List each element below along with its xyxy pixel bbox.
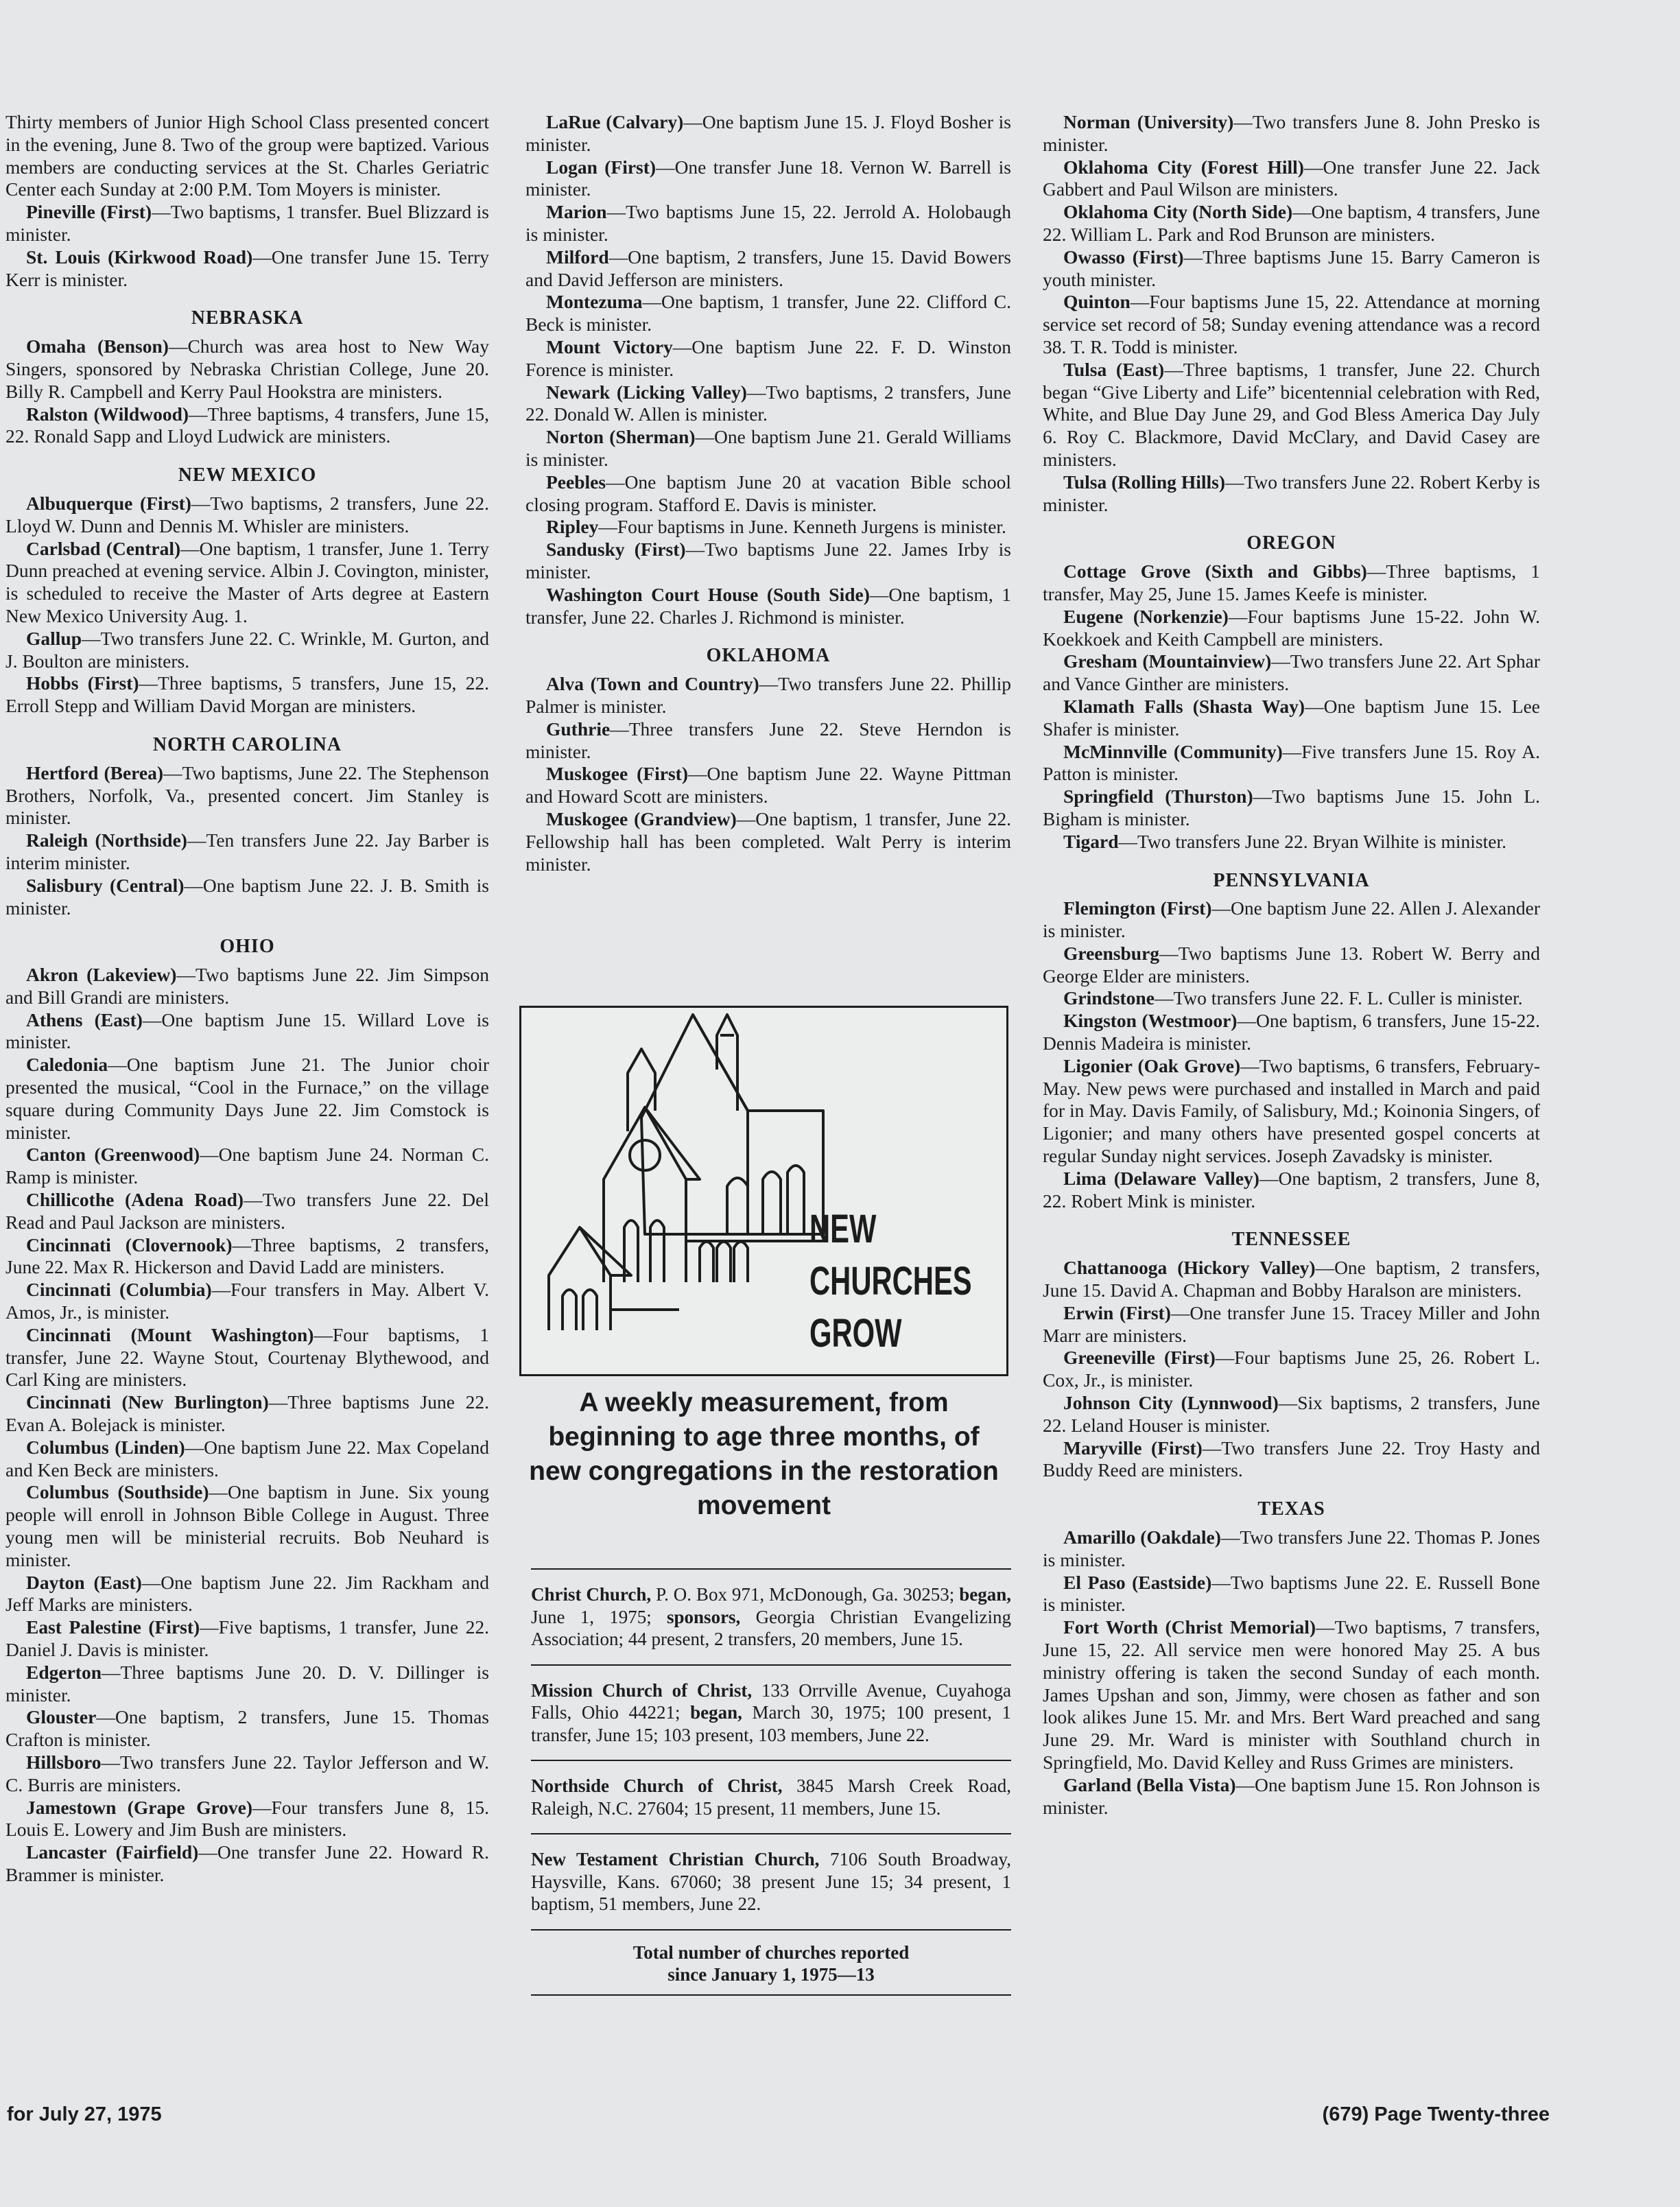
church-name: Peebles xyxy=(546,471,606,493)
church-name: Canton (Greenwood) xyxy=(26,1144,200,1166)
church-report xyxy=(525,381,1011,427)
church-name: Klamath Falls (Shasta Way) xyxy=(1063,695,1305,717)
ohio-continued-section xyxy=(525,111,1011,628)
church-report xyxy=(5,672,489,718)
church-report xyxy=(1043,1347,1540,1392)
state-heading-oklahoma: OKLAHOMA xyxy=(706,645,831,667)
state-heading-oregon: OREGON xyxy=(1246,532,1336,554)
church-report xyxy=(5,335,489,403)
church-report-text: —Three baptisms, 2 transfers, June 22. Max R. Hickerson and David Ladd are ministers. xyxy=(5,1234,490,1278)
church-name: Flemington (First) xyxy=(1063,897,1212,919)
church-report xyxy=(525,584,1011,629)
church-name: Tulsa (Rolling Hills) xyxy=(1063,471,1225,493)
church-name: Lima (Delaware Valley) xyxy=(1063,1167,1259,1189)
church-name: Amarillo (Oakdale) xyxy=(1063,1526,1221,1548)
church-report-text: —Four transfers June 8, 15. Louis E. Lowery and Jim Bush are ministers. xyxy=(5,1796,489,1841)
church-report-text: —One transfer June 22. Jack Gabbert and Paul Wilson are ministers. xyxy=(1043,156,1540,200)
church-report xyxy=(5,1391,489,1437)
church-name: Albuquerque (First) xyxy=(26,492,191,514)
church-report xyxy=(1043,897,1540,943)
church-report xyxy=(5,1841,489,1887)
church-report xyxy=(1043,1526,1540,1572)
church-report-text: —Three transfers June 22. Steve Herndon is minister. xyxy=(525,718,1011,762)
column-1 xyxy=(5,111,489,1887)
church-report-text: —One baptism June 15. Ron Johnson is minister. xyxy=(1043,1773,1541,1818)
church-name: Springfield (Thurston) xyxy=(1063,786,1253,807)
church-name: Alva (Town and Country) xyxy=(546,673,759,695)
church-report-text: —One baptism June 22. Wayne Pittman and Howard Scott are ministers. xyxy=(525,763,1011,807)
church-name: Montezuma xyxy=(546,291,643,313)
church-name: Glouster xyxy=(26,1706,97,1728)
church-report-text: —Two transfers June 22. F. L. Culler is minister. xyxy=(1154,987,1523,1009)
church-report-text: —Five transfers June 15. Roy A. Patton is minister. xyxy=(1043,740,1540,785)
church-report xyxy=(5,964,489,1009)
church-report xyxy=(525,336,1011,381)
church-report-text: —One baptism, 1 transfer, June 22. Fellowship hall has been completed. Walt Perry is interim minister. xyxy=(525,807,1011,875)
church-report xyxy=(5,111,489,201)
state-heading-north-carolina: NORTH CAROLINA xyxy=(152,733,342,755)
church-report-text: —One baptism, 1 transfer, June 22. Charles J. Richmond is minister. xyxy=(525,583,1011,628)
church-report xyxy=(1043,156,1540,202)
church-report-text: —One baptism June 22. F. D. Winston Forence is minister. xyxy=(525,335,1011,380)
church-report-text: —Two baptisms, 6 transfers, February-May. New pews were purchased and installed in March and paid for in May. Davis Family, of Salisbury, Md.; Koinonia Singers, of Ligonier; and many others have presented gospel concerts at regular Sunday night services. Joseph Zavadsky is minister. xyxy=(1043,1054,1540,1167)
church-report xyxy=(1043,201,1540,246)
church-name: McMinnville (Community) xyxy=(1063,740,1283,762)
church-report-text: —One baptism in June. Six young people will enroll in Johnson Bible College in August. Three young men will be ministerial recruits. Bob Neuhard is minister. xyxy=(5,1481,489,1570)
church-report-text: —One baptism June 22. Allen J. Alexander is minister. xyxy=(1043,897,1541,942)
church-report xyxy=(1043,1774,1540,1819)
church-report xyxy=(1043,1302,1540,1347)
church-report xyxy=(5,1751,489,1797)
church-name: Hobbs (First) xyxy=(26,672,139,694)
congregation-listing xyxy=(531,1833,1011,1929)
state-heading-texas: TEXAS xyxy=(1257,1498,1325,1520)
congregation-listing xyxy=(531,1568,1011,1664)
church-report-text: —Three baptisms, 4 transfers, June 15, 22. Ronald Sapp and Lloyd Ludwick are ministers. xyxy=(5,403,489,447)
church-report-text: —Two transfers June 22. Phillip Palmer is minister. xyxy=(525,673,1012,717)
church-report-text: —Four baptisms in June. Kenneth Jurgens is minister. xyxy=(598,516,1006,538)
church-name: Norman (University) xyxy=(1063,111,1234,132)
church-report xyxy=(1043,786,1540,831)
church-name: Athens (East) xyxy=(26,1008,143,1030)
church-report xyxy=(5,762,489,829)
church-name: Newark (Licking Valley) xyxy=(546,381,747,403)
church-name: Cincinnati (Mount Washington) xyxy=(26,1323,314,1345)
church-name: Jamestown (Grape Grove) xyxy=(26,1796,253,1818)
church-report-text: —Three baptisms, 1 transfer, June 22. Church began “Give Liberty and Life” bicentennial celebration with Red, White, and Blue Day June 29, and God Bless America Day July 6. Roy C. Blackmore, David McClary, and David Casey are ministers. xyxy=(1043,358,1540,470)
listing-b1: began, xyxy=(680,1702,742,1723)
church-report-text: —One baptism June 21. Gerald Williams is minister. xyxy=(525,426,1011,470)
church-report-text: —One baptism June 22. Max Copeland and Ken Beck are ministers. xyxy=(5,1436,489,1480)
church-report-text: —Three baptisms June 22. Evan A. Bolejack is minister. xyxy=(5,1391,489,1436)
listing-t2: Georgia Christian Evangelizing Association; 44 present, 2 transfers, 20 members, June 15. xyxy=(531,1606,1011,1649)
church-report-text: —Three baptisms June 20. D. V. Dillinger is minister. xyxy=(5,1661,489,1706)
church-name: East Palestine (First) xyxy=(26,1616,200,1638)
church-report xyxy=(5,1144,489,1189)
church-report xyxy=(1043,1055,1540,1168)
church-report xyxy=(5,875,489,920)
church-report-text: —Four baptisms June 15-22. John W. Koekkoek and Keith Campbell are ministers. xyxy=(1043,605,1540,650)
church-report xyxy=(1043,359,1540,471)
church-report-text: —One transfer June 18. Vernon W. Barrell is minister. xyxy=(525,156,1011,200)
church-report-text: —One baptism, 2 transfers, June 8, 22. Robert Mink is minister. xyxy=(1043,1167,1541,1212)
church-report xyxy=(5,1189,489,1234)
church-report-text: —One baptism June 21. The Junior choir presented the musical, “Cool in the Furnace,” on the village square during Community Days June 22. Jim Comstock is minister. xyxy=(5,1054,489,1143)
church-name: Mount Victory xyxy=(546,335,673,357)
church-report-text: —One baptism June 15. Willard Love is minister. xyxy=(5,1008,490,1053)
church-report-text: —One baptism June 20 at vacation Bible school closing program. Stafford E. Davis is minister. xyxy=(525,471,1011,515)
column-3 xyxy=(1043,111,1540,1819)
church-report-text: —Three baptisms, 1 transfer, May 25, June 15. James Keefe is minister. xyxy=(1043,560,1540,604)
listing-b2: sponsors, xyxy=(651,1606,741,1627)
lead-section xyxy=(5,111,489,291)
nebraska-section xyxy=(5,335,489,448)
church-report xyxy=(1043,560,1540,606)
church-report-text: —One baptism, 6 transfers, June 15-22. Dennis Madeira is minister. xyxy=(1043,1010,1540,1054)
logo-word-new: NEW xyxy=(809,1207,877,1251)
church-name: Grindstone xyxy=(1063,987,1155,1009)
church-report-text: —One baptism June 24. Norman C. Ramp is minister. xyxy=(5,1144,489,1188)
church-report-text: —One baptism, 2 transfers, June 15. Thomas Crafton is minister. xyxy=(5,1706,489,1751)
logo-word-churches: CHURCHES xyxy=(809,1259,972,1303)
church-report xyxy=(5,201,489,246)
church-report-text: —Ten transfers June 22. Jay Barber is interim minister. xyxy=(5,829,489,873)
tennessee-section xyxy=(1043,1257,1540,1482)
church-name: Gallup xyxy=(26,627,82,649)
church-name: Raleigh (Northside) xyxy=(26,829,187,851)
church-report-text: —Four baptisms, 1 transfer, June 22. Wayne Stout, Courtenay Blythewood, and Carl King are ministers. xyxy=(5,1323,489,1391)
church-name: Kingston (Westmoor) xyxy=(1063,1010,1238,1032)
church-report xyxy=(5,1616,489,1662)
church-report-text: —One baptism, 1 transfer, June 1. Terry Dunn preached at evening service. Albin J. Covington, minister, is scheduled to receive the Master of Arts degree at Eastern New Mexico University Aug. 1. xyxy=(5,537,489,626)
church-report xyxy=(1043,987,1540,1010)
church-name: Hertford (Berea) xyxy=(26,762,163,783)
church-name: Johnson City (Lynnwood) xyxy=(1063,1392,1279,1414)
state-heading-pennsylvania: PENNSYLVANIA xyxy=(1213,869,1370,891)
pennsylvania-section xyxy=(1043,897,1540,1212)
church-report xyxy=(5,829,489,875)
church-report xyxy=(5,1706,489,1751)
congregation-listing xyxy=(531,1664,1011,1760)
church-report xyxy=(525,539,1011,584)
listing-addr: 133 Orrville Avenue, Cuyahoga Falls, Ohio 44221; xyxy=(531,1679,1011,1723)
church-report xyxy=(1043,943,1540,988)
state-heading-ohio: OHIO xyxy=(220,936,275,958)
church-name: LaRue (Calvary) xyxy=(546,111,684,132)
church-name: St. Louis (Kirkwood Road) xyxy=(26,246,253,268)
church-name: Sandusky (First) xyxy=(546,539,686,560)
church-name: Greensburg xyxy=(1063,942,1160,964)
oklahoma-section xyxy=(525,673,1011,875)
church-report-text: —Two baptisms June 15, 22. Jerrold A. Holobaugh is minister. xyxy=(525,201,1011,245)
church-report xyxy=(1043,111,1540,156)
church-report xyxy=(5,1324,489,1391)
listing-addr: P. O. Box 971, McDonough, Ga. 30253; xyxy=(651,1584,955,1605)
church-report-text: Thirty members of Junior High School Class presented concert in the evening, June 8. Two of the group were baptized. Various members are conducting services at the St. Charles Geriatric Center each Sunday at 2:00 P.M. Tom Moyers is minister. xyxy=(5,111,489,200)
church-report-text: —Two baptisms June 13. Robert W. Berry and George Elder are ministers. xyxy=(1043,942,1540,987)
church-report xyxy=(1043,1572,1540,1617)
church-report xyxy=(5,1797,489,1842)
church-report xyxy=(1043,606,1540,651)
church-name: Tigard xyxy=(1063,830,1119,852)
church-name: Muskogee (Grandview) xyxy=(546,807,737,829)
church-report xyxy=(525,291,1011,336)
ohio-section xyxy=(5,964,489,1887)
listing-addr: 7106 South Broadway, Haysville, Kans. 67060; 38 present June 15; 34 present, 1 baptism, 51 members, June 22. xyxy=(531,1849,1012,1914)
church-report-text: —Five baptisms, 1 transfer, June 22. Daniel J. Davis is minister. xyxy=(5,1616,489,1660)
church-name: Chattanooga (Hickory Valley) xyxy=(1063,1257,1316,1279)
listing-b1: began, xyxy=(954,1584,1011,1605)
church-report xyxy=(525,246,1011,292)
church-report xyxy=(5,1009,489,1054)
church-report-text: —Two transfers June 22. C. Wrinkle, M. Gurton, and J. Boulton are ministers. xyxy=(5,627,489,672)
church-report xyxy=(5,493,489,538)
church-name: Maryville (First) xyxy=(1063,1437,1203,1459)
church-report-text: —Two baptisms June 22. James Irby is minister. xyxy=(525,539,1011,582)
footer-page-number: (679) Page Twenty-three xyxy=(1322,2103,1550,2125)
church-name: Pineville (First) xyxy=(26,201,152,223)
church-report-text: —Two transfers June 22. Art Sphar and Vance Ginther are ministers. xyxy=(1043,650,1540,695)
church-name: Oklahoma City (Forest Hill) xyxy=(1063,156,1304,178)
church-name: Ralston (Wildwood) xyxy=(26,403,189,425)
church-report-text: —Six baptisms, 2 transfers, June 22. Leland Houser is minister. xyxy=(1043,1392,1540,1436)
listing-name: Northside Church of Christ, xyxy=(531,1775,783,1796)
church-report xyxy=(525,763,1011,808)
church-name: Edgerton xyxy=(26,1661,102,1683)
church-report-text: —One transfer June 22. Howard R. Brammer is minister. xyxy=(5,1841,489,1885)
church-name: Logan (First) xyxy=(546,156,656,178)
church-report xyxy=(1043,831,1540,853)
church-report-text: —Four baptisms June 25, 26. Robert L. Cox, Jr., is minister. xyxy=(1043,1347,1540,1391)
church-report-text: —Two baptisms, June 22. The Stephenson Brothers, Norfolk, Va., presented concert. Jim Stanley is minister. xyxy=(5,762,489,829)
church-name: Lancaster (Fairfield) xyxy=(26,1841,199,1863)
new-congregation-listings xyxy=(531,1568,1011,1996)
church-name: Garland (Bella Vista) xyxy=(1063,1773,1236,1795)
church-report xyxy=(5,1437,489,1482)
church-report-text: —Two transfers June 8. John Presko is minister. xyxy=(1043,111,1541,155)
church-report-text: —One transfer June 15. Terry Kerr is minister. xyxy=(5,246,489,290)
church-report xyxy=(5,1279,489,1324)
church-name: Cincinnati (Columbia) xyxy=(26,1279,212,1301)
church-report xyxy=(5,1054,489,1144)
church-name: Eugene (Norkenzie) xyxy=(1063,605,1229,627)
church-report xyxy=(1043,650,1540,696)
church-report xyxy=(5,246,489,292)
church-name: Quinton xyxy=(1063,291,1131,313)
church-report-text: —Church was area host to New Way Singers, sponsored by Nebraska Christian College, June 20. Billy R. Campbell and Kerry Paul Hookstra are ministers. xyxy=(5,335,490,402)
church-report xyxy=(5,1234,489,1279)
church-report xyxy=(525,516,1011,539)
church-name: Columbus (Southside) xyxy=(26,1481,209,1503)
church-report-text: —One baptism, 4 transfers, June 22. William L. Park and Rod Brunson are ministers. xyxy=(1043,201,1540,245)
new-mexico-section xyxy=(5,493,489,718)
church-report-text: —One baptism June 22. Jim Rackham and Jeff Marks are ministers. xyxy=(5,1571,489,1616)
church-report xyxy=(5,538,489,628)
church-name: Cincinnati (Clovernook) xyxy=(26,1234,233,1255)
church-name: Omaha (Benson) xyxy=(26,335,169,357)
church-report xyxy=(525,111,1011,156)
church-name: Guthrie xyxy=(546,718,611,740)
listing-name: Mission Church of Christ, xyxy=(531,1679,753,1701)
church-report-text: —Two transfers June 22. Taylor Jefferson and W. C. Burris are ministers. xyxy=(5,1751,489,1795)
church-name: Dayton (East) xyxy=(26,1571,142,1593)
church-name: Muskogee (First) xyxy=(546,763,688,785)
church-report-text: —One baptism, 2 transfers, June 15. David A. Chapman and Bobby Haralson are ministers. xyxy=(1043,1257,1541,1301)
church-report-text: —Four transfers in May. Albert V. Amos, Jr., is minister. xyxy=(5,1279,489,1323)
church-name: Cincinnati (New Burlington) xyxy=(26,1391,269,1413)
church-name: Erwin (First) xyxy=(1063,1301,1171,1323)
church-report xyxy=(525,426,1011,471)
listing-list xyxy=(531,1568,1011,1929)
church-report xyxy=(5,403,489,449)
listing-addr: 3845 Marsh Creek Road, Raleigh, N.C. 27604; 15 present, 11 members, June 15. xyxy=(531,1775,1012,1819)
church-report-text: —Two baptisms June 15. John L. Bigham is minister. xyxy=(1043,786,1540,829)
church-report-text: —Two transfers June 22. Robert Kerby is minister. xyxy=(1043,471,1540,515)
total-churches-reported xyxy=(531,1929,1011,1996)
church-report-text: —One transfer June 15. Tracey Miller and John Marr are ministers. xyxy=(1043,1301,1540,1346)
church-report-text: —Two baptisms, 1 transfer. Buel Blizzard is minister. xyxy=(5,201,489,245)
listing-name: New Testament Christian Church, xyxy=(531,1849,820,1869)
church-name: Salisbury (Central) xyxy=(26,874,185,896)
church-report xyxy=(1043,1392,1540,1437)
church-name: Fort Worth (Christ Memorial) xyxy=(1063,1616,1316,1638)
church-report xyxy=(1043,1168,1540,1213)
logo-word-grow: GROW xyxy=(809,1311,902,1356)
state-heading-nebraska: NEBRASKA xyxy=(191,307,304,329)
church-report xyxy=(525,471,1011,517)
church-name: Norton (Sherman) xyxy=(546,426,696,448)
church-report xyxy=(5,1662,489,1707)
state-heading-new-mexico: NEW MEXICO xyxy=(178,464,317,486)
church-name: Ligonier (Oak Grove) xyxy=(1063,1054,1241,1076)
church-report xyxy=(1043,741,1540,786)
church-report xyxy=(1043,471,1540,517)
oklahoma-continued-section xyxy=(1043,111,1540,516)
church-report-text: —Two transfers June 22. Bryan Wilhite is minister. xyxy=(1118,830,1506,852)
listing-name: Christ Church, xyxy=(531,1584,652,1605)
church-name: Owasso (First) xyxy=(1063,246,1184,268)
church-name: Cottage Grove (Sixth and Gibbs) xyxy=(1063,560,1367,582)
church-name: Washington Court House (South Side) xyxy=(546,583,870,605)
church-report xyxy=(1043,1437,1540,1483)
church-name: Akron (Lakeview) xyxy=(26,964,177,986)
church-report-text: —Two baptisms, 7 transfers, June 15, 22. All service men were honored May 25. A bus ministry offering is taken the second Sunday of each month. James Upshan and son, Jimmy, were chosen as father and son look alikes June 15. Mr. and Mrs. Bert Ward preached and sang June 29. Mr. Ward is minister with Southland church in Springfield, Mo. David Kelley and Russ Grimes are ministers. xyxy=(1043,1616,1540,1773)
church-report-text: —Two transfers June 22. Del Read and Paul Jackson are ministers. xyxy=(5,1189,490,1233)
church-illustration-icon xyxy=(521,1008,1006,1374)
church-name: Ripley xyxy=(546,516,599,538)
church-name: Hillsboro xyxy=(26,1751,102,1773)
church-name: Chillicothe (Adena Road) xyxy=(26,1189,244,1211)
logo-caption: A weekly measurement, from beginning to age three months, of new congregations in the restoration movement xyxy=(529,1388,999,1520)
church-name: Columbus (Linden) xyxy=(26,1436,185,1458)
church-report-text: —Two baptisms June 22. Jim Simpson and Bill Grandi are ministers. xyxy=(5,964,489,1008)
church-report xyxy=(5,628,489,673)
church-report-text: —One baptism June 15. J. Floyd Bosher is minister. xyxy=(525,111,1011,155)
church-report xyxy=(525,156,1011,202)
state-heading-tennessee: TENNESSEE xyxy=(1231,1229,1351,1251)
church-report-text: —One baptism June 15. Lee Shafer is minister. xyxy=(1043,695,1541,740)
oregon-section xyxy=(1043,560,1540,853)
church-name: Marion xyxy=(546,201,607,223)
church-report xyxy=(525,808,1011,875)
church-report-text: —Two baptisms, 2 transfers, June 22. Lloyd W. Dunn and Dennis M. Whisler are ministers. xyxy=(5,492,489,536)
church-name: Carlsbad (Central) xyxy=(26,537,181,559)
church-name: Gresham (Mountainview) xyxy=(1063,650,1272,672)
total-line-2: since January 1, 1975—13 xyxy=(667,1964,875,1985)
church-report-text: —One baptism, 1 transfer, June 22. Clifford C. Beck is minister. xyxy=(525,291,1011,335)
church-report-text: —Three baptisms June 15. Barry Cameron is youth minister. xyxy=(1043,246,1540,290)
north-carolina-section xyxy=(5,762,489,920)
church-name: Greeneville (First) xyxy=(1063,1347,1216,1369)
church-report xyxy=(1043,696,1540,741)
column-2 xyxy=(525,111,1011,875)
church-name: El Paso (Eastside) xyxy=(1063,1571,1212,1593)
church-name: Tulsa (East) xyxy=(1063,358,1165,380)
church-name: Caledonia xyxy=(26,1054,108,1076)
church-name: Oklahoma City (North Side) xyxy=(1063,201,1293,223)
church-report-text: —One baptism, 2 transfers, June 15. David Bowers and David Jefferson are ministers. xyxy=(525,246,1011,290)
church-report xyxy=(5,1572,489,1617)
new-churches-grow-logo xyxy=(519,1006,1008,1376)
church-report-text: —Two transfers June 22. Troy Hasty and Buddy Reed are ministers. xyxy=(1043,1437,1541,1481)
church-report xyxy=(1043,246,1540,292)
church-report xyxy=(525,673,1011,718)
church-report xyxy=(1043,291,1540,358)
church-report-text: —Two baptisms, 2 transfers, June 22. Donald W. Allen is minister. xyxy=(525,381,1012,425)
church-report xyxy=(1043,1257,1540,1302)
church-report-text: —Two transfers June 22. Thomas P. Jones is minister. xyxy=(1043,1526,1540,1570)
church-report-text: —Four baptisms June 15, 22. Attendance at morning service set record of 58; Sunday evening attendance was a record 38. T. R. Todd is minister. xyxy=(1043,291,1540,357)
church-report xyxy=(1043,1010,1540,1055)
church-report xyxy=(525,201,1011,246)
listing-t1: June 1, 1975; xyxy=(531,1606,652,1627)
congregation-listing xyxy=(531,1760,1011,1833)
church-report-text: —One baptism June 22. J. B. Smith is minister. xyxy=(5,874,490,919)
church-report-text: —Two baptisms June 22. E. Russell Bone is minister. xyxy=(1043,1571,1541,1616)
total-line-1: Total number of churches reported xyxy=(632,1942,910,1963)
church-report xyxy=(1043,1616,1540,1774)
texas-section xyxy=(1043,1526,1540,1819)
church-name: Milford xyxy=(546,246,609,268)
listing-t1: March 30, 1975; 100 present, 1 transfer, June 15; 103 present, 103 members, June 22. xyxy=(531,1702,1012,1745)
church-report-text: —Three baptisms, 5 transfers, June 15, 22. Erroll Stepp and William David Morgan are ministers. xyxy=(5,672,489,717)
church-report xyxy=(525,718,1011,764)
footer-date: for July 27, 1975 xyxy=(7,2103,162,2125)
church-report xyxy=(5,1481,489,1571)
